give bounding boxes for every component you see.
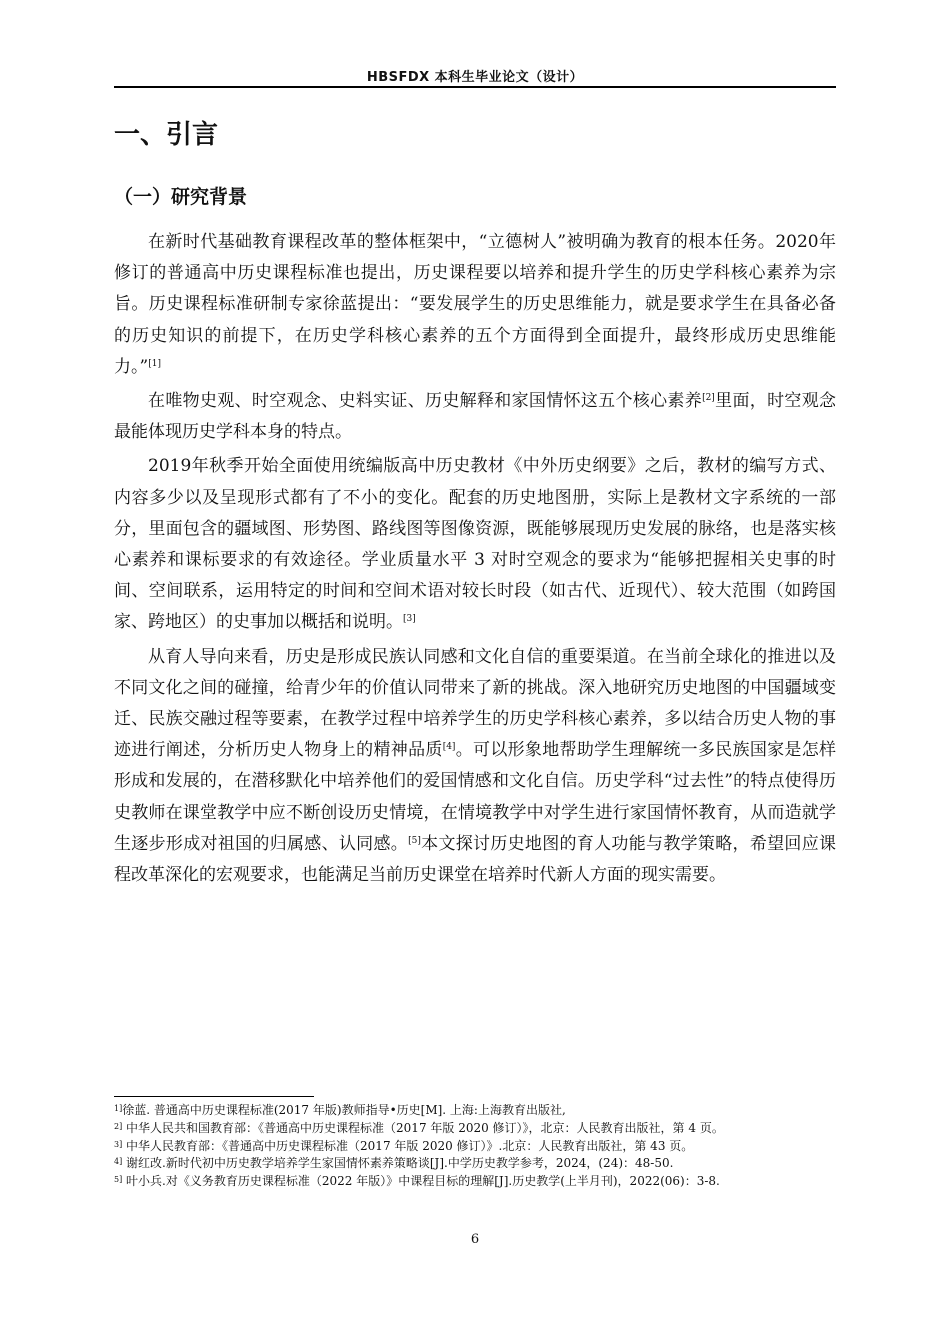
citation-ref-2: [2] — [702, 393, 715, 404]
footnote-mark: 5] — [114, 1175, 123, 1185]
body-text — [114, 227, 836, 891]
footnote-mark: 1] — [114, 1104, 123, 1113]
subsection-heading: （一）研究背景 — [114, 186, 248, 208]
footnote — [114, 1155, 836, 1173]
paragraph-text: 。可以形象地帮助学生理解统一多民族国家是怎样形成和发展的，在潜移默化中培养他们的爱国情感和文化自信。历史学科“过去性”的特点使得历史教师在课堂教学中应不断创设历史情境，在情境教学中对学生进行家国情怀教育，从而造就学生逐步形成对祖国的归属感、认同感。 — [114, 740, 837, 854]
citation-ref-1: [1] — [148, 358, 161, 369]
footnote — [114, 1120, 836, 1138]
header-rule — [114, 86, 836, 88]
footnote-mark: 2] — [114, 1121, 123, 1131]
running-header: HBSFDX 本科生毕业论文（设计） — [366, 70, 584, 85]
footnote-mark: 3] — [114, 1139, 123, 1149]
citation-ref-4: [4] — [442, 742, 456, 753]
footnote-text: 叶小兵.对《义务教育历史课程标准（2022 年版）》中课程目标的理解[J].历史教学(上半月刊)，2022(06)：3-8. — [122, 1174, 720, 1189]
footnote — [114, 1102, 836, 1120]
citation-ref-5: [5] — [408, 835, 421, 846]
citation-ref-3: [3] — [403, 614, 416, 625]
paragraph-3 — [114, 451, 836, 638]
paragraph-text: 2019年秋季开始全面使用统编版高中历史教材《中外历史纲要》之后，教材的编写方式、内容多少以及呈现形式都有了不小的变化。配套的历史地图册，实际上是教材文字系统的一部分，里面包含的疆域图、形势图、路线图等图像资源，既能够展现历史发展的脉络，也是落实核心素养和课标要求的有效途径。学业质量水平 3 对时空观念的要求为“能够把握相关史事的时间、空间联系，运用特定的时间和空间术语对较长时段（如古代、近现代）、较大范围（如跨国家、跨地区）的史事加以概括和说明。 — [114, 456, 836, 633]
footnote-text: 中华人民共和国教育部：《普通高中历史课程标准（2017 年版 2020 修订）》，北京：人民教育出版社，第 4 页。 — [122, 1120, 724, 1135]
paragraph-2 — [114, 386, 836, 448]
paragraph-text: 从育人导向来看，历史是形成民族认同感和文化自信的重要渠道。在当前全球化的推进以及不同文化之间的碰撞，给青少年的价值认同带来了新的挑战。深入地研究历史地图的中国疆域变迁、民族交融过程等要素，在教学过程中培养学生的历史学科核心素养，多以结合历史人物的事迹进行阐述，分析历史人物身上的精神品质 — [114, 646, 836, 761]
paragraph-text: 在唯物史观、时空观念、史料实证、历史解释和家国情怀这五个核心素养 — [148, 391, 703, 412]
paragraph-text: 在新时代基础教育课程改革的整体框架中，“立德树人”被明确为教育的根本任务。2020年修订的普通高中历史课程标准也提出，历史课程要以培养和提升学生的历史学科核心素养为宗旨。历史课程标准研制专家徐蓝提出：“要发展学生的历史思维能力，就是要求学生在具备必备的历史知识的前提下，在历史学科核心素养的五个方面得到全面提升，最终形成历史思维能力。” — [114, 232, 836, 377]
footnote-text: 中华人民教育部：《普通高中历史课程标准（2017 年版 2020 修订）》.北京：人民教育出版社，第 43 页。 — [122, 1138, 694, 1153]
footnote-text: 谢红改.新时代初中历史教学培养学生家国情怀素养策略谈[J].中学历史教学参考，2024，(24)：48-50. — [122, 1156, 674, 1171]
paragraph-1 — [114, 227, 836, 383]
section-heading: 一、引言 — [114, 120, 219, 150]
paragraph-text: 本文探讨历史地图的育人功能与教学策略，希望回应课程改革深化的宏观要求，也能满足当前历史课堂在培养时代新人方面的现实需要。 — [114, 833, 837, 886]
footnote-text: 徐蓝. 普通高中历史课程标准(2017 年版)教师指导•历史[M]. 上海:上海教育出版社, — [122, 1103, 566, 1117]
footnotes — [114, 1102, 836, 1191]
footnote — [114, 1173, 836, 1191]
footnote — [114, 1138, 836, 1156]
page-number: 6 — [470, 1232, 480, 1247]
paragraph-text: 里面，时空观念最能体现历史学科本身的特点。 — [114, 391, 837, 443]
footnote-rule — [114, 1096, 314, 1097]
footnote-mark: 4] — [114, 1157, 123, 1167]
paragraph-4 — [114, 642, 836, 892]
